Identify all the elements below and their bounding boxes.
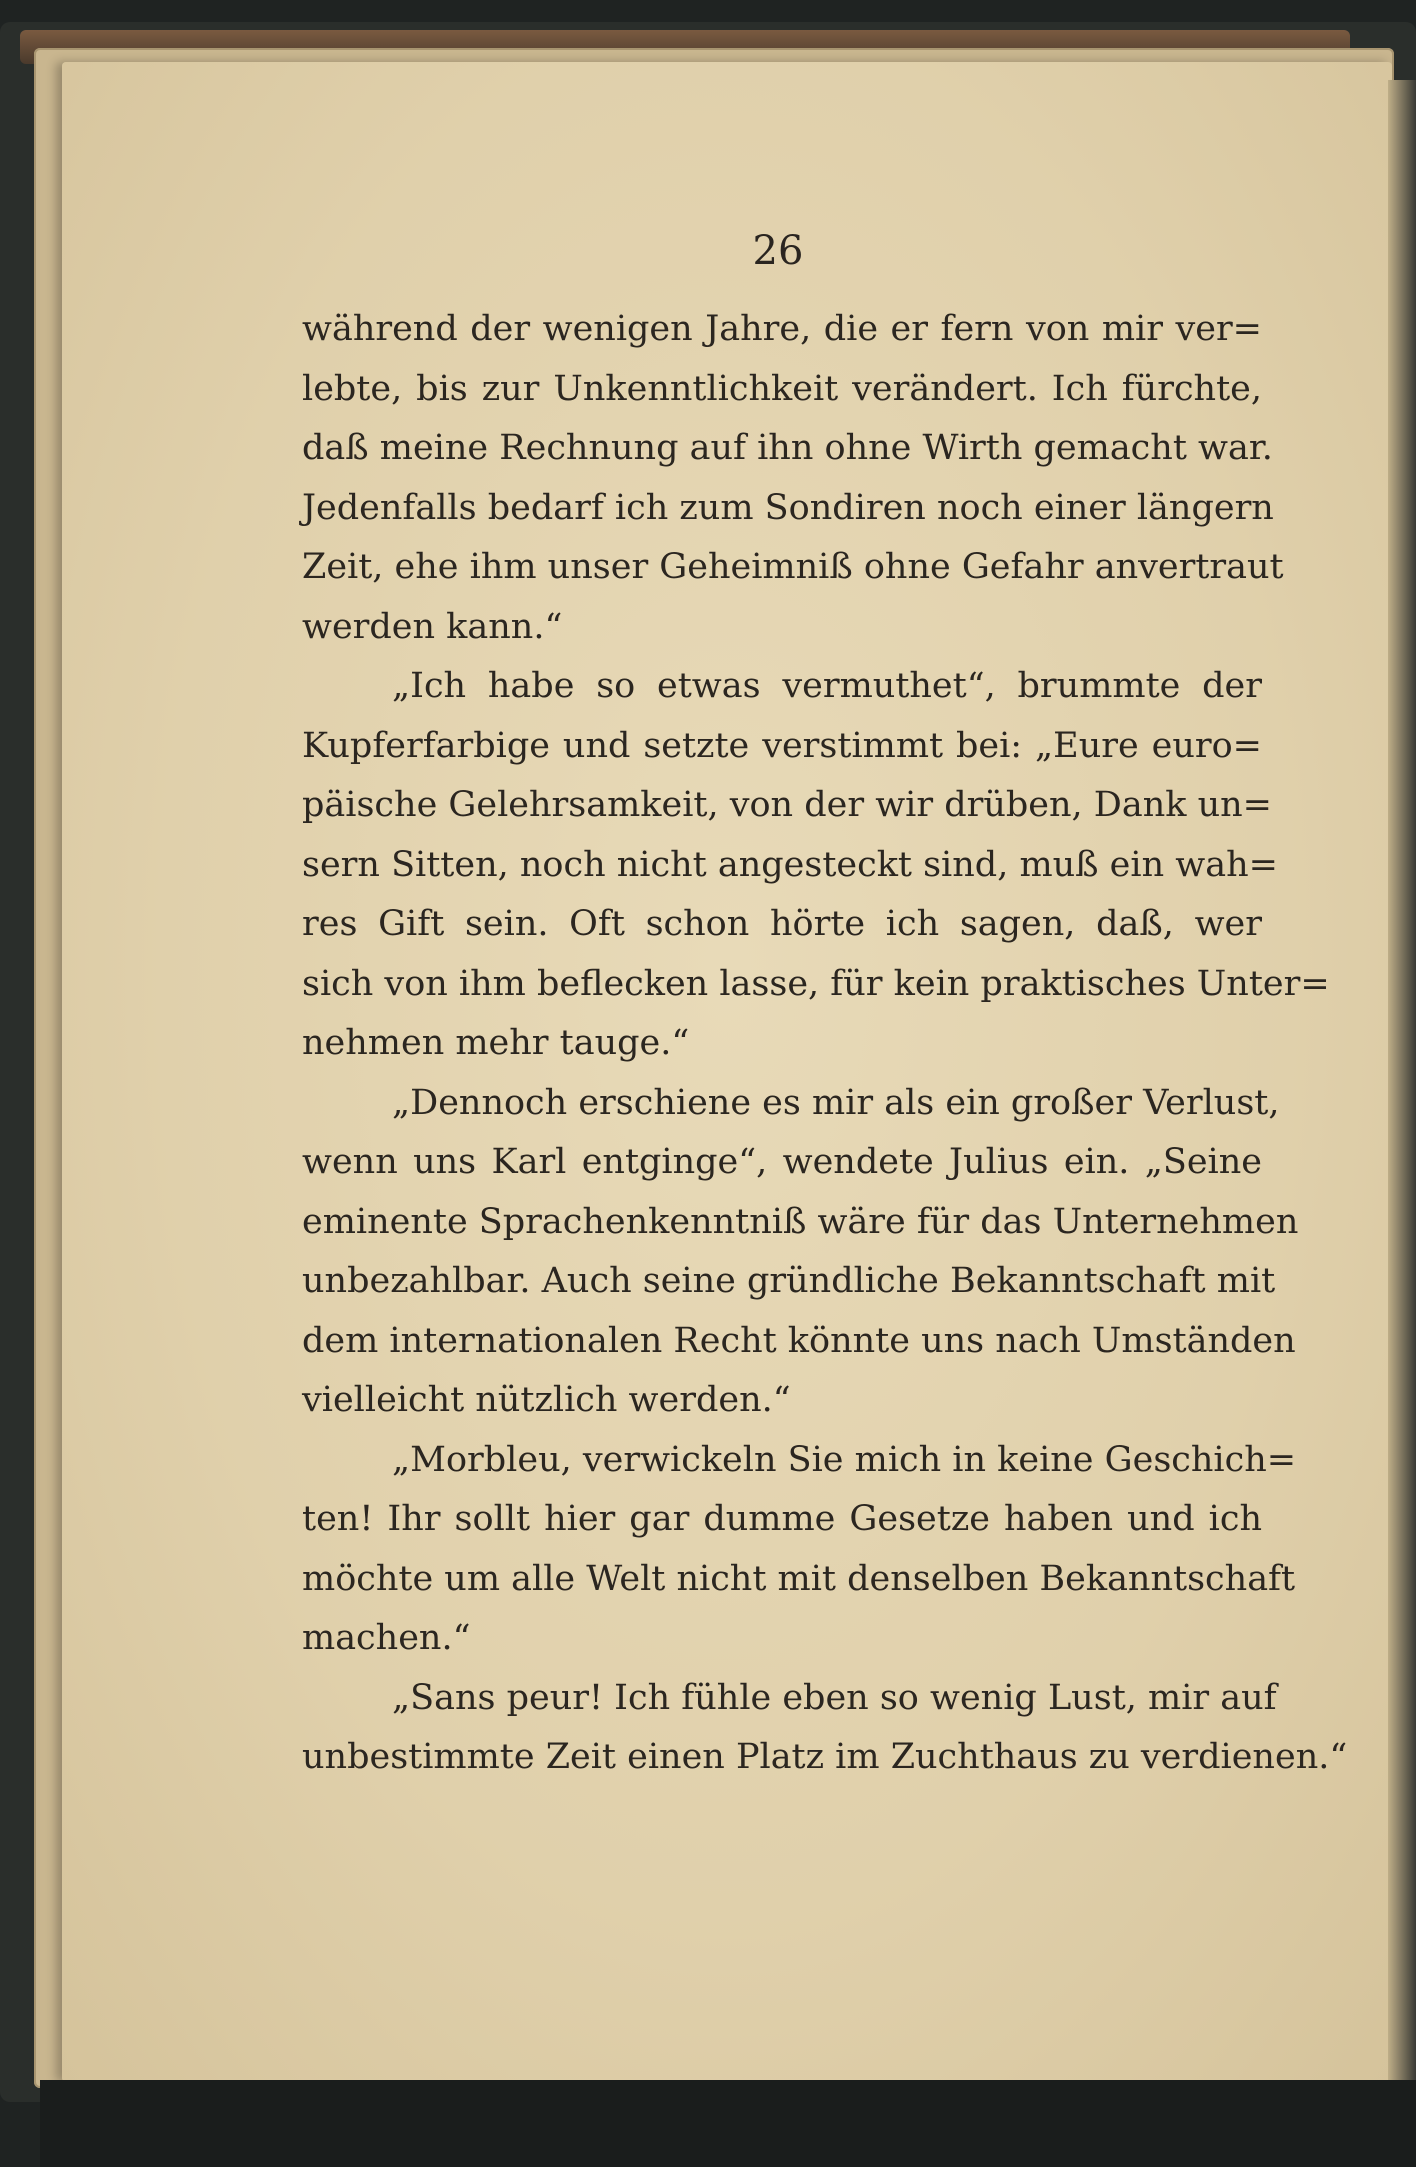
text-line: vielleicht nützlich werden.“: [302, 1380, 791, 1420]
text-line: während der wenigen Jahre, die er fern von mir ver=: [302, 309, 1262, 349]
text-line: unbestimmte Zeit einen Platz im Zuchthaus zu verdienen.“: [302, 1737, 1348, 1777]
page-right-edge: [1388, 80, 1416, 2080]
text-line: Jedenfalls bedarf ich zum Sondiren noch einer längern: [302, 487, 1274, 528]
text-line: eminente Sprachenkenntniß wäre für das Unternehmen: [302, 1201, 1299, 1242]
text-line: „Sans peur! Ich fühle eben so wenig Lust, mir auf: [392, 1677, 1277, 1718]
text-line: machen.“: [302, 1618, 471, 1658]
text-line: ten! Ihr sollt hier gar dumme Gesetze haben und ich: [302, 1499, 1262, 1539]
text-line: wenn uns Karl entginge“, wendete Julius ein. „Seine: [302, 1142, 1262, 1182]
text-line: Kupferfarbige und setzte verstimmt bei: „Eure euro=: [302, 725, 1262, 766]
text-line: sern Sitten, noch nicht angesteckt sind, muß ein wah=: [302, 844, 1278, 885]
text-line: nehmen mehr tauge.“: [302, 1023, 690, 1063]
text-line: Zeit, ehe ihm unser Geheimniß ohne Gefahr anvertraut: [302, 547, 1284, 587]
text-line: sich von ihm beflecken lasse, für kein praktisches Unter=: [302, 963, 1330, 1004]
text-line: „Dennoch erschiene es mir als ein großer Verlust,: [392, 1082, 1280, 1123]
text-line: res Gift sein. Oft schon hörte ich sagen, daß, wer: [302, 904, 1262, 944]
body-text: [302, 300, 1348, 1788]
text-line: werden kann.“: [302, 606, 563, 647]
text-line: lebte, bis zur Unkenntlichkeit verändert. Ich fürchte,: [302, 368, 1262, 409]
text-line: unbezahlbar. Auch seine gründliche Bekanntschaft mit: [302, 1261, 1276, 1301]
text-line: „Morbleu, verwickeln Sie mich in keine Geschich=: [392, 1439, 1297, 1480]
page-number: 26: [752, 228, 804, 274]
text-line: päische Gelehrsamkeit, von der wir drüben, Dank un=: [302, 785, 1273, 825]
text-line: möchte um alle Welt nicht mit denselben Bekanntschaft: [302, 1558, 1296, 1599]
bottom-shadow: [40, 2080, 1416, 2167]
text-line: dem internationalen Recht könnte uns nach Umständen: [302, 1320, 1296, 1361]
text-line: daß meine Rechnung auf ihn ohne Wirth gemacht war.: [302, 428, 1273, 468]
text-line: „Ich habe so etwas vermuthet“, brummte der: [392, 666, 1262, 706]
